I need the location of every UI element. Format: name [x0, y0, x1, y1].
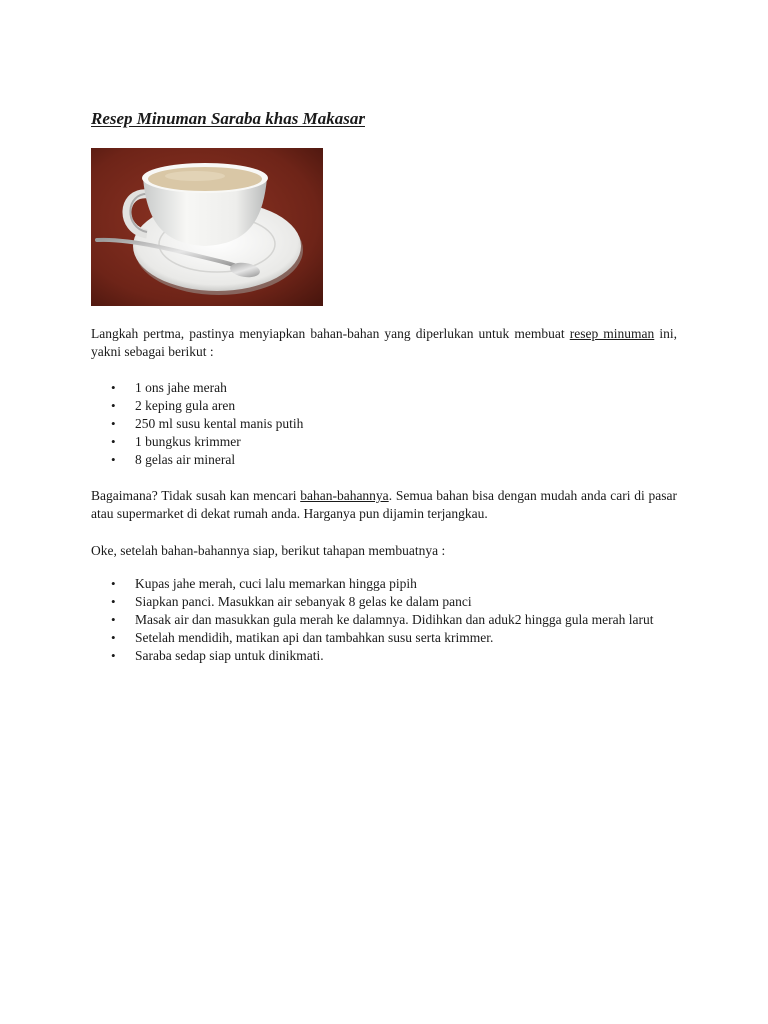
ingredients-list [91, 379, 677, 469]
list-item: • 250 ml susu kental manis putih [111, 416, 304, 431]
resep-minuman-link[interactable]: resep minuman [569, 326, 655, 341]
bullet-icon: • [111, 612, 116, 627]
bullet-icon: • [111, 648, 116, 663]
steps-list [91, 575, 677, 665]
list-item: • Saraba sedap siap untuk dinikmati. [111, 648, 324, 663]
bahan-bahannya-link[interactable]: bahan-bahannya [300, 488, 389, 503]
bullet-icon: • [111, 576, 116, 591]
list-item: • Setelah mendidih, matikan api dan tambahkan susu serta krimmer. [111, 630, 494, 645]
steps-intro-paragraph: Oke, setelah bahan-bahannya siap, berikut tahapan membuatnya : [91, 543, 446, 558]
bullet-icon: • [111, 594, 116, 609]
page-title: Resep Minuman Saraba khas Makasar [91, 109, 365, 128]
bullet-icon: • [111, 380, 116, 395]
saraba-cup-photo [91, 148, 323, 306]
bullet-icon: • [111, 630, 116, 645]
list-item: • 1 bungkus krimmer [111, 434, 241, 449]
list-item: • 8 gelas air mineral [111, 452, 236, 467]
intro-paragraph: Langkah pertma, pastinya menyiapkan bahan-bahan yang diperlukan untuk membuat resep minuman ini, yakni sebagai berikut : [91, 326, 677, 359]
question-paragraph: Bagaimana? Tidak susah kan mencari bahan-bahannya. Semua bahan bisa dengan mudah anda cari di pasar atau supermarket di dekat rumah anda. Harganya pun dijamin terjangkau. [91, 488, 677, 521]
bullet-icon: • [111, 452, 116, 467]
list-item: • 2 keping gula aren [111, 398, 236, 413]
list-item: • Siapkan panci. Masukkan air sebanyak 8 gelas ke dalam panci [111, 594, 472, 609]
list-item: • 1 ons jahe merah [111, 380, 227, 395]
bullet-icon: • [111, 416, 116, 431]
list-item: • Masak air dan masukkan gula merah ke dalamnya. Didihkan dan aduk2 hingga gula merah larut [111, 612, 654, 627]
list-item: • Kupas jahe merah, cuci lalu memarkan hingga pipih [111, 576, 417, 591]
bullet-icon: • [111, 434, 116, 449]
bullet-icon: • [111, 398, 116, 413]
